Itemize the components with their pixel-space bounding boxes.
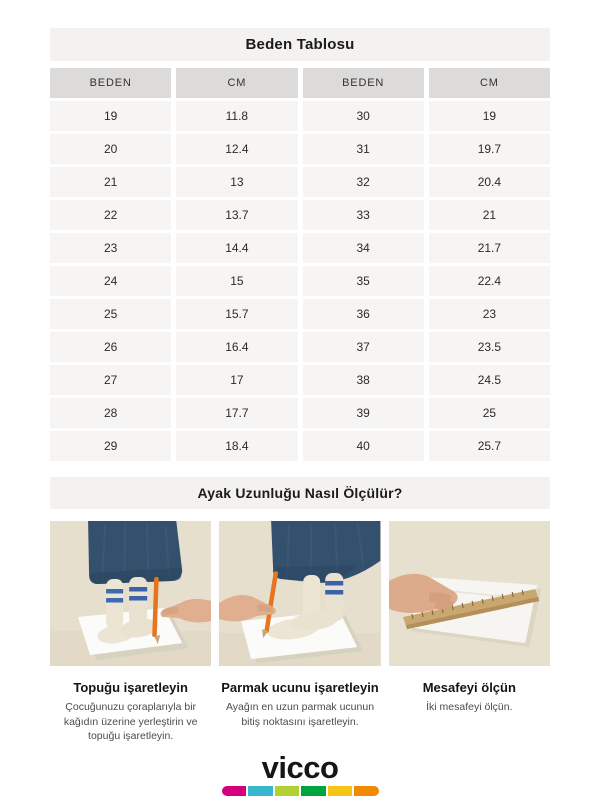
- mark-toe-photo: [219, 521, 380, 666]
- stripe-segment-lime: [275, 786, 300, 796]
- cm-cell: 15.7: [176, 299, 297, 329]
- cm-cell: 21: [429, 200, 550, 230]
- size-cell: 22: [50, 200, 171, 230]
- cm-cell: 17: [176, 365, 297, 395]
- step-heading: Mesafeyi ölçün: [422, 680, 516, 695]
- size-cell: 39: [303, 398, 424, 428]
- size-cell: 28: [50, 398, 171, 428]
- measure-step-mark-toe: [219, 521, 380, 744]
- stripe-segment-cyan: [248, 786, 273, 796]
- step-description: İki mesafeyi ölçün.: [426, 701, 513, 713]
- brand-footer: [0, 752, 600, 796]
- measure-step-mark-heel: [50, 521, 211, 744]
- measure-distance-photo: [389, 521, 550, 666]
- cm-cell: 11.8: [176, 101, 297, 131]
- measure-steps: [50, 521, 550, 744]
- size-cell: 24: [50, 266, 171, 296]
- size-cell: 26: [50, 332, 171, 362]
- measure-section-title: Ayak Uzunluğu Nasıl Ölçülür?: [197, 485, 403, 501]
- size-cell: 21: [50, 167, 171, 197]
- measure-section-title-bar: [50, 477, 550, 509]
- size-cell: 30: [303, 101, 424, 131]
- step-heading: Parmak ucunu işaretleyin: [221, 680, 379, 695]
- measure-step-measure-distance: [389, 521, 550, 744]
- cm-cell: 24.5: [429, 365, 550, 395]
- column-header-beden: BEDEN: [303, 68, 424, 98]
- size-cell: 32: [303, 167, 424, 197]
- size-cell: 31: [303, 134, 424, 164]
- stripe-segment-yellow: [328, 786, 353, 796]
- column-header-cm: CM: [429, 68, 550, 98]
- column-header-beden: BEDEN: [50, 68, 171, 98]
- size-cell: 35: [303, 266, 424, 296]
- mark-toe-illustration: [219, 521, 380, 666]
- size-cell: 37: [303, 332, 424, 362]
- stripe-segment-magenta: [222, 786, 247, 796]
- vicco-logo: vicco: [261, 750, 339, 785]
- cm-cell: 18.4: [176, 431, 297, 461]
- mark-heel-illustration: [50, 521, 211, 666]
- size-cell: 27: [50, 365, 171, 395]
- size-cell: 29: [50, 431, 171, 461]
- size-table-title-bar: [50, 28, 550, 61]
- size-cell: 38: [303, 365, 424, 395]
- size-table-title: Beden Tablosu: [245, 36, 355, 53]
- cm-cell: 21.7: [429, 233, 550, 263]
- cm-cell: 16.4: [176, 332, 297, 362]
- cm-cell: 14.4: [176, 233, 297, 263]
- cm-cell: 17.7: [176, 398, 297, 428]
- cm-cell: 25: [429, 398, 550, 428]
- cm-cell: 19.7: [429, 134, 550, 164]
- size-cell: 25: [50, 299, 171, 329]
- cm-cell: 12.4: [176, 134, 297, 164]
- step-description: Ayağın en uzun parmak ucunun bitiş noktasını işaretleyin.: [225, 701, 375, 728]
- stripe-segment-green: [301, 786, 326, 796]
- cm-cell: 15: [176, 266, 297, 296]
- stripe-segment-orange: [354, 786, 379, 796]
- size-cell: 33: [303, 200, 424, 230]
- cm-cell: 23: [429, 299, 550, 329]
- cm-cell: 13.7: [176, 200, 297, 230]
- column-header-cm: CM: [176, 68, 297, 98]
- size-cell: 23: [50, 233, 171, 263]
- size-cell: 40: [303, 431, 424, 461]
- size-cell: 19: [50, 101, 171, 131]
- size-cell: 34: [303, 233, 424, 263]
- cm-cell: 13: [176, 167, 297, 197]
- mark-heel-photo: [50, 521, 211, 666]
- cm-cell: 25.7: [429, 431, 550, 461]
- size-cell: 20: [50, 134, 171, 164]
- cm-cell: 23.5: [429, 332, 550, 362]
- cm-cell: 19: [429, 101, 550, 131]
- cm-cell: 20.4: [429, 167, 550, 197]
- measure-distance-illustration: [389, 521, 550, 666]
- cm-cell: 22.4: [429, 266, 550, 296]
- size-cell: 36: [303, 299, 424, 329]
- size-table: [50, 68, 550, 461]
- step-heading: Topuğu işaretleyin: [73, 680, 188, 695]
- step-description: Çocuğunuzu çoraplarıyla bir kağıdın üzerine yerleştirin ve topuğu işaretleyin.: [63, 701, 198, 743]
- brand-color-stripe: [222, 786, 379, 796]
